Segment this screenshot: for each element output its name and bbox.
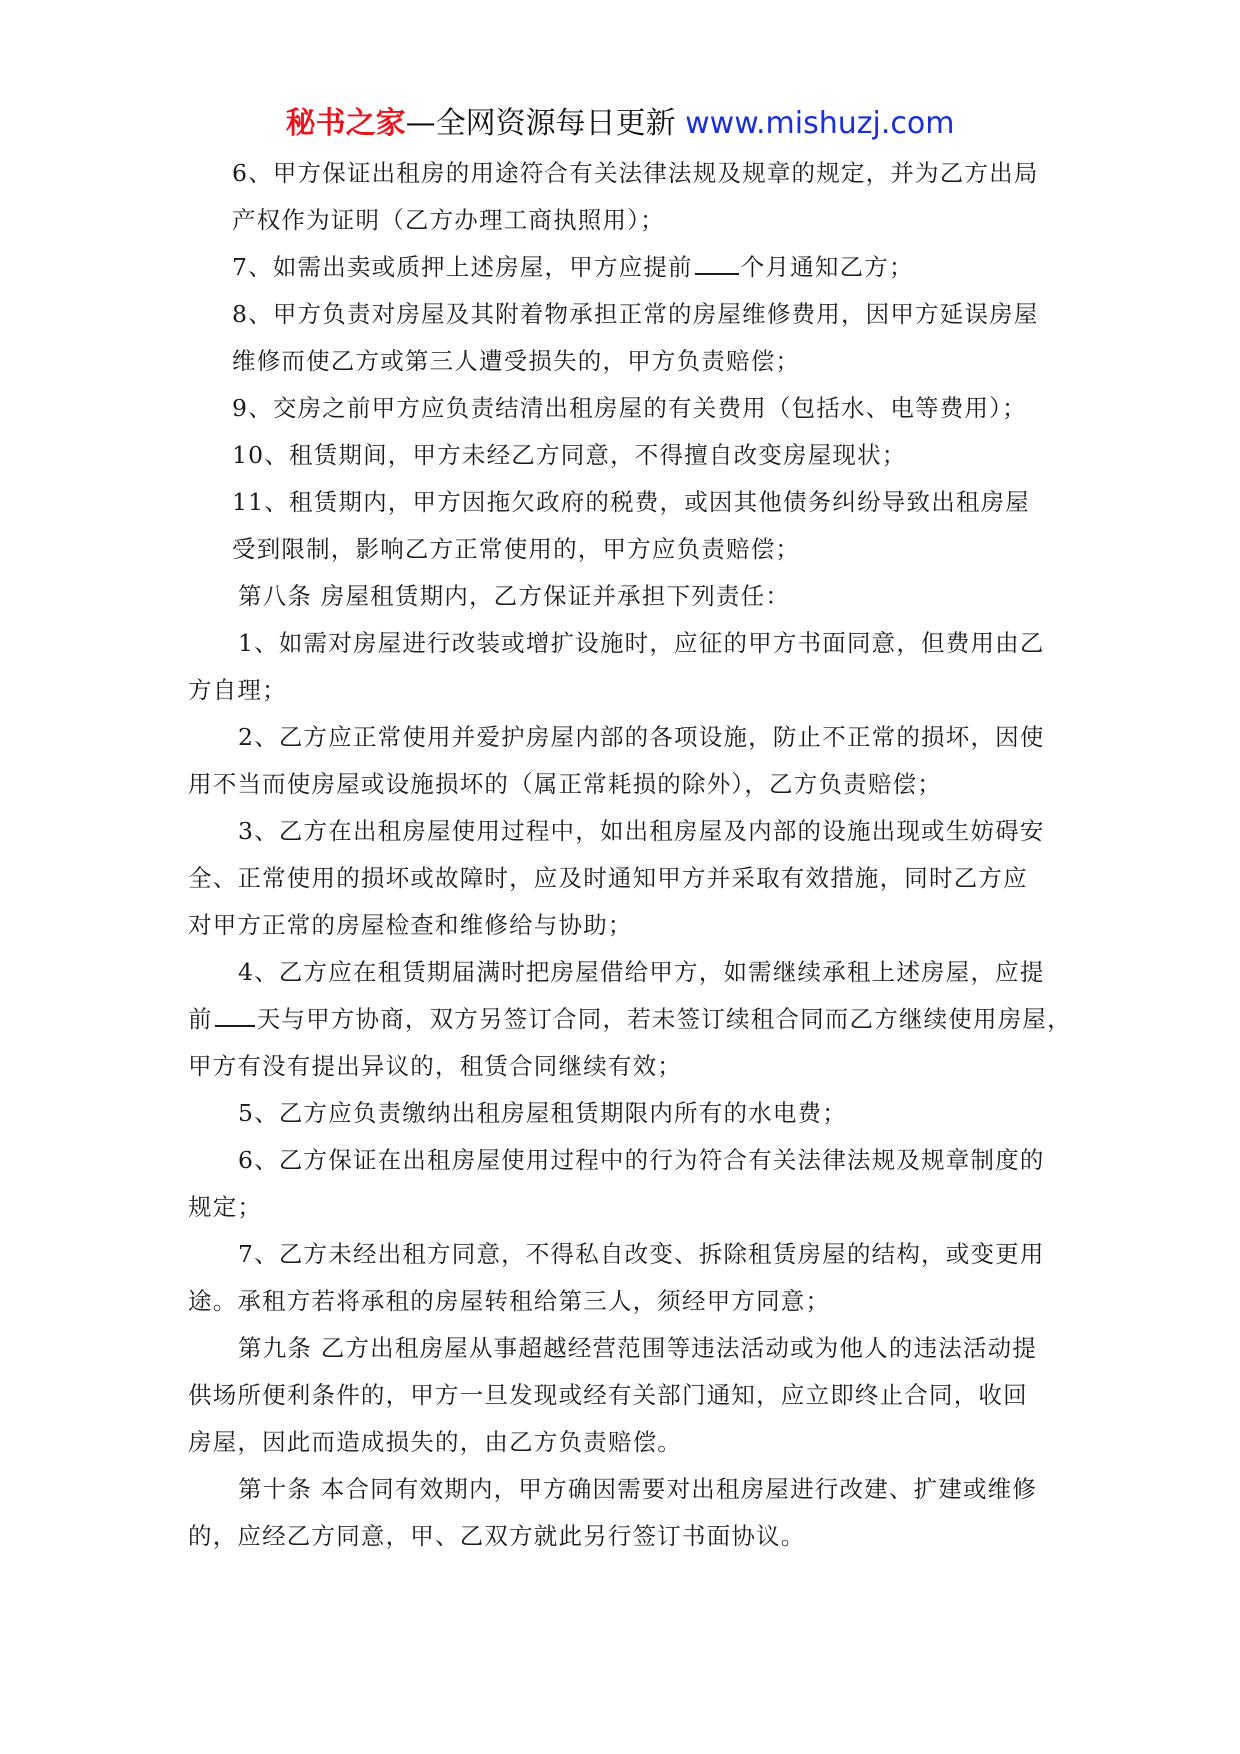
paragraph-line: 天与甲方协商，双方另签订合同，若未签订续租合同而乙方继续使用房屋， xyxy=(256,1005,1072,1033)
article-8-heading xyxy=(188,573,1056,620)
clause-7-7 xyxy=(188,244,1056,291)
paragraph-line: 个月通知乙方； xyxy=(740,253,914,281)
clause-8-1 xyxy=(188,620,1056,714)
paragraph-line: 第九条 乙方出租房屋从事超越经营范围等违法活动或为他人的违法活动提 xyxy=(238,1334,1038,1362)
paragraph-line: 全、正常使用的损坏或故障时，应及时通知甲方并采取有效措施，同时乙方应 xyxy=(188,864,1028,892)
paragraph-line: 前 xyxy=(188,1005,213,1033)
paragraph-line: 11、租赁期内，甲方因拖欠政府的税费，或因其他债务纠纷导致出租房屋 xyxy=(232,488,1031,516)
paragraph-line: 3、乙方在出租房屋使用过程中，如出租房屋及内部的设施出现或生妨碍安 xyxy=(238,817,1045,845)
paragraph-line: 的，应经乙方同意，甲、乙双方就此另行签订书面协议。 xyxy=(188,1522,806,1550)
paragraph-line: 第八条 房屋租赁期内，乙方保证并承担下列责任： xyxy=(238,582,791,610)
clause-8-3 xyxy=(188,808,1056,949)
fill-blank xyxy=(695,247,739,275)
clause-8-7 xyxy=(188,1231,1056,1325)
clause-8-5 xyxy=(188,1090,1056,1137)
paragraph-line: 8、甲方负责对房屋及其附着物承担正常的房屋维修费用，因甲方延误房屋 xyxy=(232,300,1039,328)
paragraph-line: 10、租赁期间，甲方未经乙方同意，不得擅自改变房屋现状； xyxy=(232,441,907,469)
clause-7-9 xyxy=(188,385,1056,432)
paragraph-line: 7、如需出卖或质押上述房屋，甲方应提前 xyxy=(232,253,693,281)
paragraph-line: 产权作为证明（乙方办理工商执照用）； xyxy=(232,206,665,234)
clause-7-11 xyxy=(188,479,1056,573)
paragraph-line: 对甲方正常的房屋检查和维修给与协助； xyxy=(188,911,633,939)
clause-7-6 xyxy=(188,150,1056,244)
paragraph-line: 甲方有没有提出异议的，租赁合同继续有效； xyxy=(188,1052,682,1080)
paragraph-line: 4、乙方应在租赁期届满时把房屋借给甲方，如需继续承租上述房屋，应提 xyxy=(238,958,1045,986)
paragraph-line: 6、乙方保证在出租房屋使用过程中的行为符合有关法律法规及规章制度的 xyxy=(238,1146,1045,1174)
paragraph-line: 受到限制，影响乙方正常使用的，甲方应负责赔偿； xyxy=(232,535,801,563)
article-9 xyxy=(188,1325,1056,1466)
paragraph-line: 第十条 本合同有效期内，甲方确因需要对出租房屋进行改建、扩建或维修 xyxy=(238,1475,1038,1503)
paragraph-line: 6、甲方保证出租房的用途符合有关法律法规及规章的规定，并为乙方出局 xyxy=(232,159,1039,187)
paragraph-line: 用不当而使房屋或设施损坏的（属正常耗损的除外），乙方负责赔偿； xyxy=(188,770,942,798)
document-body xyxy=(188,150,1072,1560)
header-tagline: —全网资源每日更新 xyxy=(405,106,676,141)
page-header xyxy=(0,104,1240,144)
paragraph-line: 2、乙方应正常使用并爱护房屋内部的各项设施，防止不正常的损坏，因使 xyxy=(238,723,1045,751)
paragraph-line: 1、如需对房屋进行改装或增扩设施时，应征的甲方书面同意，但费用由乙 xyxy=(238,629,1045,657)
article-10 xyxy=(188,1466,1056,1560)
paragraph-line: 途。承租方若将承租的房屋转租给第三人，须经甲方同意； xyxy=(188,1287,831,1315)
fill-blank xyxy=(215,999,255,1027)
clause-7-10 xyxy=(188,432,1056,479)
clause-8-4 xyxy=(188,949,1072,1090)
clause-7-8 xyxy=(188,291,1056,385)
clause-8-6 xyxy=(188,1137,1056,1231)
brand-name: 秘书之家 xyxy=(285,106,406,141)
header-url[interactable]: www.mishuzj.com xyxy=(685,106,955,141)
paragraph-line: 9、交房之前甲方应负责结清出租房屋的有关费用（包括水、电等费用）； xyxy=(232,394,1027,422)
paragraph-line: 7、乙方未经出租方同意，不得私自改变、拆除租赁房屋的结构，或变更用 xyxy=(238,1240,1045,1268)
paragraph-line: 房屋，因此而造成损失的，由乙方负责赔偿。 xyxy=(188,1428,682,1456)
paragraph-line: 供场所便利条件的，甲方一旦发现或经有关部门通知，应立即终止合同，收回 xyxy=(188,1381,1028,1409)
paragraph-line: 规定； xyxy=(188,1193,263,1221)
paragraph-line: 5、乙方应负责缴纳出租房屋租赁期限内所有的水电费； xyxy=(238,1099,847,1127)
clause-8-2 xyxy=(188,714,1056,808)
paragraph-line: 维修而使乙方或第三人遭受损失的，甲方负责赔偿； xyxy=(232,347,801,375)
paragraph-line: 方自理； xyxy=(188,676,287,704)
